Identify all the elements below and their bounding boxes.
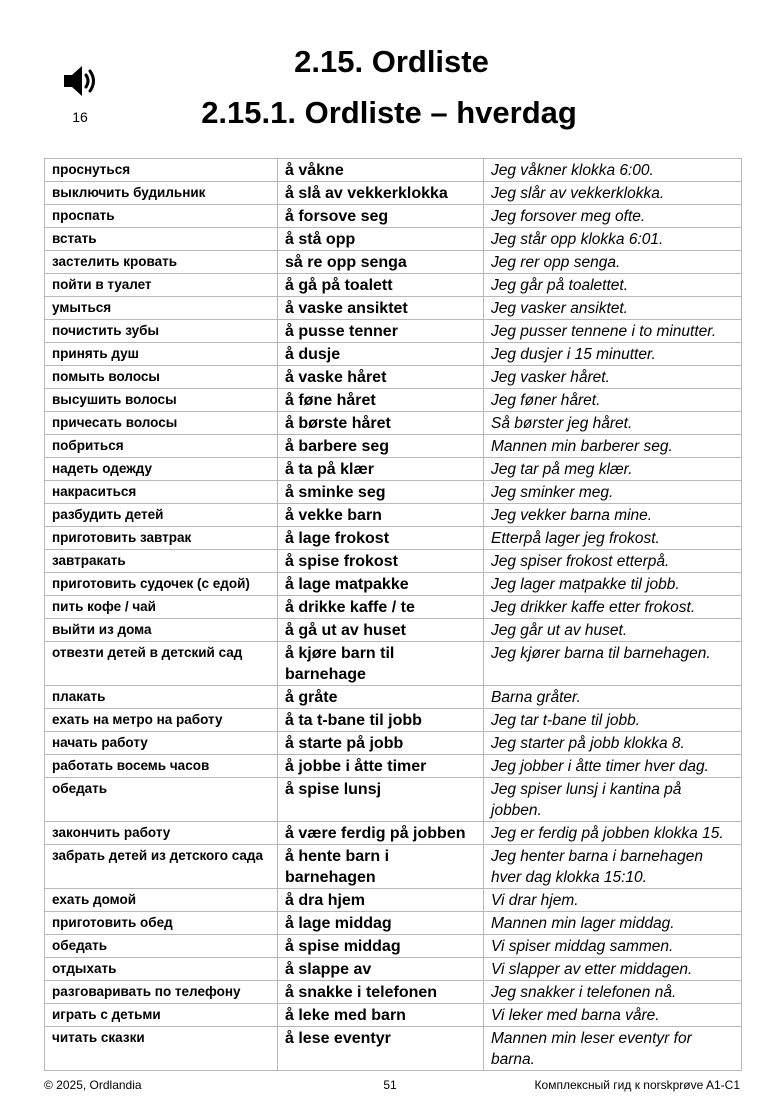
russian-term: разговаривать по телефону <box>45 981 278 1004</box>
norwegian-term: å leke med barn <box>278 1004 484 1027</box>
table-row <box>45 1004 742 1027</box>
norwegian-term: å pusse tenner <box>278 320 484 343</box>
example-sentence: Jeg våkner klokka 6:00. <box>484 159 742 182</box>
russian-term: читать сказки <box>45 1027 278 1071</box>
norwegian-term: å slappe av <box>278 958 484 981</box>
table-row <box>45 573 742 596</box>
norwegian-term: så re opp senga <box>278 251 484 274</box>
example-sentence: Jeg starter på jobb klokka 8. <box>484 732 742 755</box>
example-sentence: Vi spiser middag sammen. <box>484 935 742 958</box>
example-sentence: Jeg er ferdig på jobben klokka 15. <box>484 822 742 845</box>
example-sentence: Jeg sminker meg. <box>484 481 742 504</box>
example-sentence: Jeg slår av vekkerklokka. <box>484 182 742 205</box>
russian-term: обедать <box>45 935 278 958</box>
example-sentence: Jeg går på toalettet. <box>484 274 742 297</box>
norwegian-term: å gråte <box>278 686 484 709</box>
norwegian-term: å kjøre barn til barnehage <box>278 642 484 686</box>
table-row <box>45 320 742 343</box>
table-row <box>45 981 742 1004</box>
norwegian-term: å spise middag <box>278 935 484 958</box>
example-sentence: Vi drar hjem. <box>484 889 742 912</box>
example-sentence: Vi slapper av etter middagen. <box>484 958 742 981</box>
norwegian-term: å børste håret <box>278 412 484 435</box>
example-sentence: Vi leker med barna våre. <box>484 1004 742 1027</box>
table-row <box>45 343 742 366</box>
example-sentence: Jeg står opp klokka 6:01. <box>484 228 742 251</box>
table-row <box>45 205 742 228</box>
table-row <box>45 889 742 912</box>
table-row <box>45 550 742 573</box>
norwegian-term: å vaske håret <box>278 366 484 389</box>
example-sentence: Jeg rer opp senga. <box>484 251 742 274</box>
russian-term: приготовить завтрак <box>45 527 278 550</box>
example-sentence: Jeg spiser frokost etterpå. <box>484 550 742 573</box>
russian-term: играть с детьми <box>45 1004 278 1027</box>
table-row <box>45 159 742 182</box>
norwegian-term: å barbere seg <box>278 435 484 458</box>
russian-term: проснуться <box>45 159 278 182</box>
example-sentence: Jeg tar t-bane til jobb. <box>484 709 742 732</box>
example-sentence: Jeg dusjer i 15 minutter. <box>484 343 742 366</box>
example-sentence: Jeg kjører barna til barnehagen. <box>484 642 742 686</box>
table-row <box>45 412 742 435</box>
example-sentence: Jeg tar på meg klær. <box>484 458 742 481</box>
example-sentence: Jeg vekker barna mine. <box>484 504 742 527</box>
norwegian-term: å føne håret <box>278 389 484 412</box>
russian-term: выключить будильник <box>45 182 278 205</box>
norwegian-term: å gå på toalett <box>278 274 484 297</box>
russian-term: почистить зубы <box>45 320 278 343</box>
table-row <box>45 504 742 527</box>
russian-term: работать восемь часов <box>45 755 278 778</box>
norwegian-term: å starte på jobb <box>278 732 484 755</box>
norwegian-term: å våkne <box>278 159 484 182</box>
table-row <box>45 709 742 732</box>
table-row <box>45 182 742 205</box>
example-sentence: Jeg vasker håret. <box>484 366 742 389</box>
example-sentence: Jeg drikker kaffe etter frokost. <box>484 596 742 619</box>
page-number: 51 <box>383 1078 397 1092</box>
norwegian-term: å vaske ansiktet <box>278 297 484 320</box>
russian-term: пить кофе / чай <box>45 596 278 619</box>
table-row <box>45 297 742 320</box>
example-sentence: Jeg går ut av huset. <box>484 619 742 642</box>
russian-term: накраситься <box>45 481 278 504</box>
russian-term: выйти из дома <box>45 619 278 642</box>
table-row <box>45 251 742 274</box>
norwegian-term: å sminke seg <box>278 481 484 504</box>
table-row <box>45 686 742 709</box>
section-title: 2.15.1. Ordliste – hverdag <box>201 95 577 130</box>
norwegian-term: å stå opp <box>278 228 484 251</box>
russian-term: завтракать <box>45 550 278 573</box>
norwegian-term: å dusje <box>278 343 484 366</box>
example-sentence: Jeg vasker ansiktet. <box>484 297 742 320</box>
table-row <box>45 822 742 845</box>
russian-term: забрать детей из детского сада <box>45 845 278 889</box>
example-sentence: Mannen min lager middag. <box>484 912 742 935</box>
russian-term: побриться <box>45 435 278 458</box>
page-title: 2.15. Ordliste <box>294 44 489 79</box>
table-row <box>45 228 742 251</box>
russian-term: высушить волосы <box>45 389 278 412</box>
norwegian-term: å ta t-bane til jobb <box>278 709 484 732</box>
table-row <box>45 458 742 481</box>
table-row <box>45 778 742 822</box>
table-row <box>45 274 742 297</box>
example-sentence: Jeg spiser lunsj i kantina på jobben. <box>484 778 742 822</box>
russian-term: встать <box>45 228 278 251</box>
russian-term: приготовить судочек (с едой) <box>45 573 278 596</box>
norwegian-term: å hente barn i barnehagen <box>278 845 484 889</box>
norwegian-term: å spise lunsj <box>278 778 484 822</box>
example-sentence: Jeg føner håret. <box>484 389 742 412</box>
table-row <box>45 481 742 504</box>
russian-term: помыть волосы <box>45 366 278 389</box>
norwegian-term: å snakke i telefonen <box>278 981 484 1004</box>
table-row <box>45 389 742 412</box>
norwegian-term: å dra hjem <box>278 889 484 912</box>
norwegian-term: å jobbe i åtte timer <box>278 755 484 778</box>
example-sentence: Så børster jeg håret. <box>484 412 742 435</box>
norwegian-term: å lage middag <box>278 912 484 935</box>
russian-term: ехать домой <box>45 889 278 912</box>
russian-term: надеть одежду <box>45 458 278 481</box>
table-row <box>45 642 742 686</box>
table-row <box>45 958 742 981</box>
table-row <box>45 596 742 619</box>
example-sentence: Mannen min leser eventyr for barna. <box>484 1027 742 1071</box>
table-row <box>45 755 742 778</box>
russian-term: застелить кровать <box>45 251 278 274</box>
russian-term: закончить работу <box>45 822 278 845</box>
example-sentence: Etterpå lager jeg frokost. <box>484 527 742 550</box>
table-row <box>45 366 742 389</box>
footer-book-title: Комплексный гид к norskprøve A1-C1 <box>534 1078 740 1092</box>
vocabulary-table <box>44 158 742 1071</box>
example-sentence: Jeg jobber i åtte timer hver dag. <box>484 755 742 778</box>
russian-term: пойти в туалет <box>45 274 278 297</box>
norwegian-term: å spise frokost <box>278 550 484 573</box>
example-sentence: Barna gråter. <box>484 686 742 709</box>
norwegian-term: å lage matpakke <box>278 573 484 596</box>
norwegian-term: å vekke barn <box>278 504 484 527</box>
audio-track-number: 16 <box>72 109 88 125</box>
russian-term: начать работу <box>45 732 278 755</box>
norwegian-term: å slå av vekkerklokka <box>278 182 484 205</box>
norwegian-term: å være ferdig på jobben <box>278 822 484 845</box>
russian-term: отвезти детей в детский сад <box>45 642 278 686</box>
russian-term: проспать <box>45 205 278 228</box>
table-row <box>45 1027 742 1071</box>
russian-term: приготовить обед <box>45 912 278 935</box>
example-sentence: Jeg henter barna i barnehagen hver dag klokka 15:10. <box>484 845 742 889</box>
norwegian-term: å drikke kaffe / te <box>278 596 484 619</box>
russian-term: разбудить детей <box>45 504 278 527</box>
footer-copyright: © 2025, Ordlandia <box>44 1078 142 1092</box>
table-row <box>45 527 742 550</box>
russian-term: умыться <box>45 297 278 320</box>
norwegian-term: å lese eventyr <box>278 1027 484 1071</box>
example-sentence: Jeg forsover meg ofte. <box>484 205 742 228</box>
norwegian-term: å gå ut av huset <box>278 619 484 642</box>
russian-term: причесать волосы <box>45 412 278 435</box>
norwegian-term: å ta på klær <box>278 458 484 481</box>
example-sentence: Jeg lager matpakke til jobb. <box>484 573 742 596</box>
norwegian-term: å forsove seg <box>278 205 484 228</box>
russian-term: плакать <box>45 686 278 709</box>
example-sentence: Jeg snakker i telefonen nå. <box>484 981 742 1004</box>
example-sentence: Mannen min barberer seg. <box>484 435 742 458</box>
russian-term: отдыхать <box>45 958 278 981</box>
russian-term: принять душ <box>45 343 278 366</box>
table-row <box>45 435 742 458</box>
example-sentence: Jeg pusser tennene i to minutter. <box>484 320 742 343</box>
russian-term: ехать на метро на работу <box>45 709 278 732</box>
table-row <box>45 935 742 958</box>
norwegian-term: å lage frokost <box>278 527 484 550</box>
table-row <box>45 912 742 935</box>
table-row <box>45 845 742 889</box>
russian-term: обедать <box>45 778 278 822</box>
table-row <box>45 732 742 755</box>
table-row <box>45 619 742 642</box>
